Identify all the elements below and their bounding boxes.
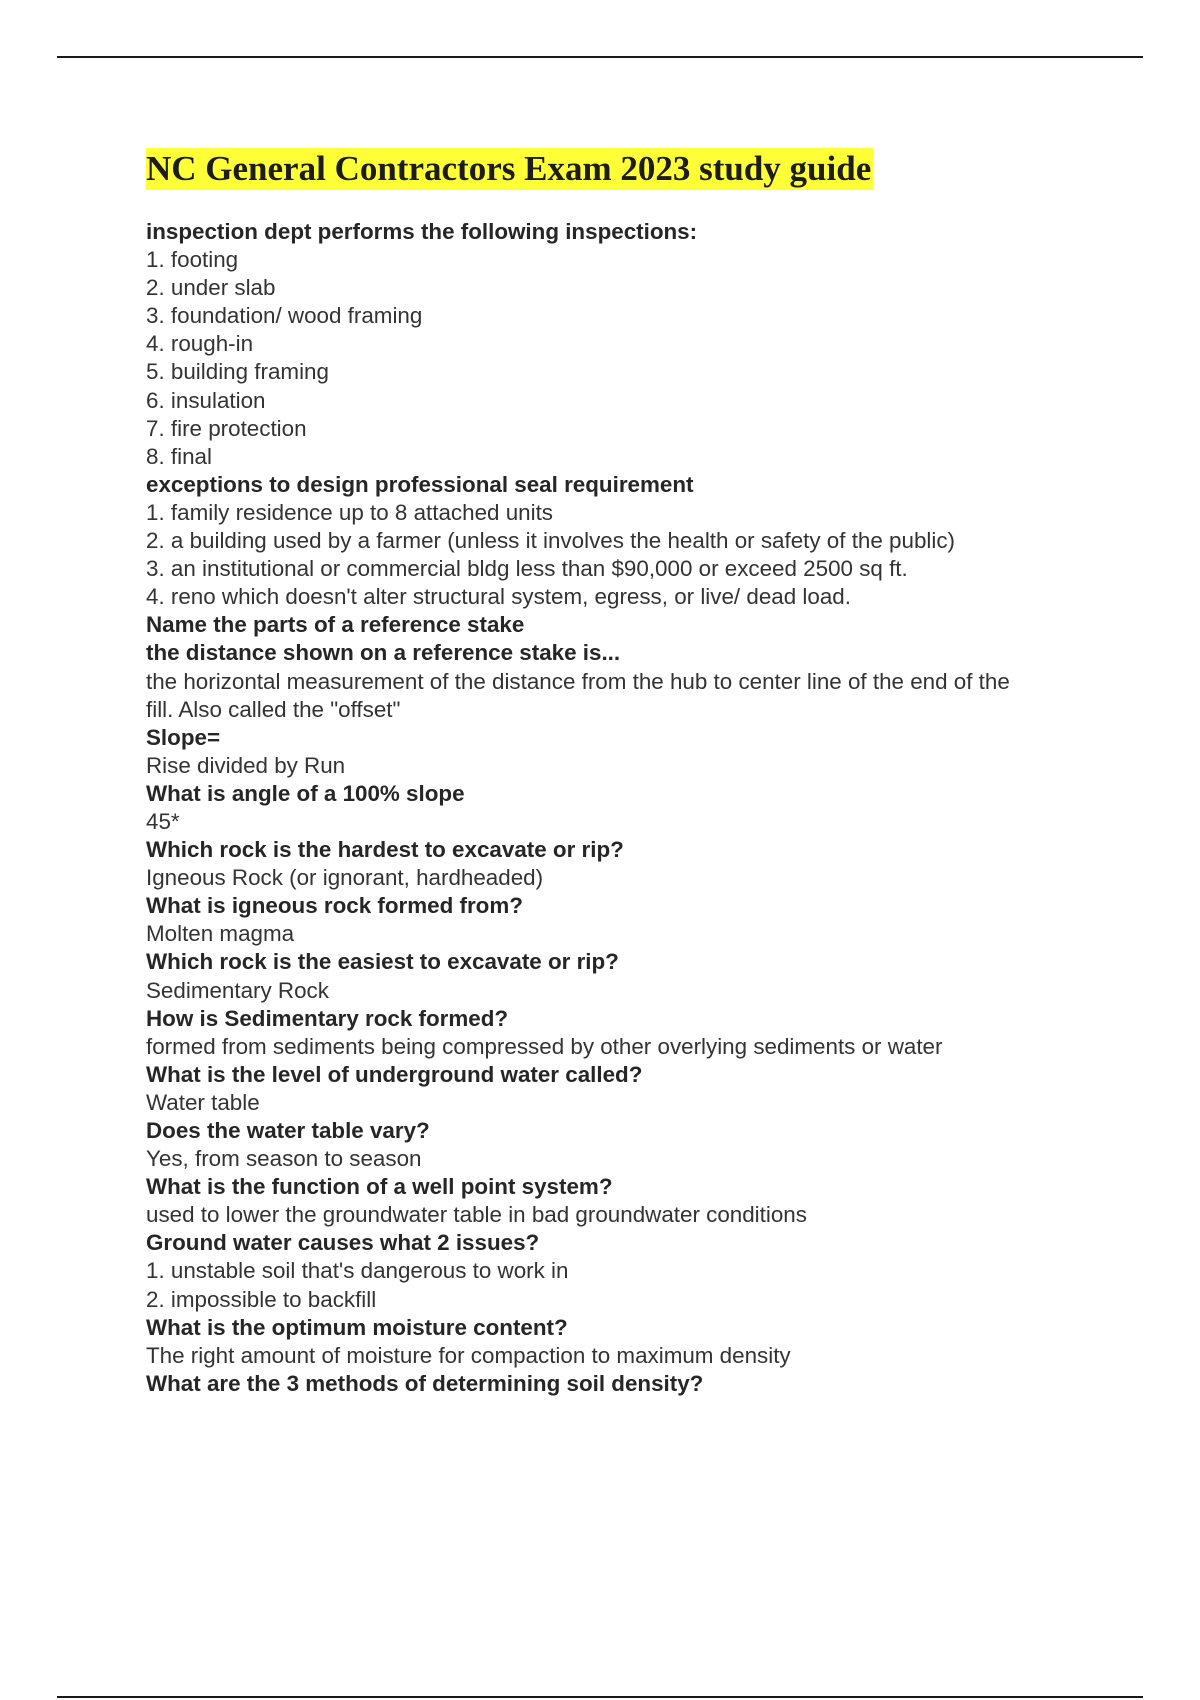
question-line: Does the water table vary? <box>146 1118 430 1143</box>
answer-line: 1. unstable soil that's dangerous to work in <box>146 1258 569 1284</box>
answer-line: 4. rough-in <box>146 331 254 357</box>
question-line: inspection dept performs the following inspections: <box>146 219 698 244</box>
answer-line: The right amount of moisture for compaction to maximum density <box>146 1342 791 1368</box>
question-line: What is the level of underground water called? <box>146 1061 643 1087</box>
question-line: How is Sedimentary rock formed? <box>146 1005 509 1031</box>
question-line: What is angle of a 100% slope <box>146 780 465 806</box>
question-line: Name the parts of a reference stake <box>146 612 525 638</box>
question-line: What is the function of a well point system? <box>146 1174 613 1200</box>
answer-line: 2. a building used by a farmer (unless it involves the health or safety of the public) <box>146 528 955 554</box>
answer-line: 2. under slab <box>146 275 276 301</box>
answer-line: 5. building framing <box>146 359 329 385</box>
answer-line: Sedimentary Rock <box>146 977 329 1003</box>
answer-line: Molten magma <box>146 921 295 947</box>
bottom-rule <box>57 1696 1143 1698</box>
study-guide-body <box>146 218 1106 1398</box>
question-line: Ground water causes what 2 issues? <box>146 1230 540 1256</box>
answer-line: Igneous Rock (or ignorant, hardheaded) <box>146 865 544 891</box>
answer-line: 8. final <box>146 443 212 469</box>
question-line: What are the 3 methods of determining soil density? <box>146 1370 704 1396</box>
answer-line: 2. impossible to backfill <box>146 1286 377 1312</box>
question-line: the distance shown on a reference stake is... <box>146 640 621 666</box>
answer-line: Water table <box>146 1089 260 1115</box>
question-line: Which rock is the hardest to excavate or rip? <box>146 837 624 863</box>
answer-line: fill. Also called the "offset" <box>146 696 401 722</box>
answer-line: 4. reno which doesn't alter structural system, egress, or live/ dead load. <box>146 584 851 610</box>
answer-line: Rise divided by Run <box>146 752 346 778</box>
answer-line: 3. an institutional or commercial bldg less than $90,000 or exceed 2500 sq ft. <box>146 556 908 582</box>
top-rule <box>57 56 1143 58</box>
document-title: NC General Contractors Exam 2023 study guide <box>146 149 872 188</box>
answer-line: 1. footing <box>146 247 239 273</box>
answer-line: formed from sediments being compressed by other overlying sediments or water <box>146 1033 943 1059</box>
question-line: Slope= <box>146 724 221 750</box>
question-line: exceptions to design professional seal requirement <box>146 471 694 497</box>
title-block <box>146 148 873 190</box>
question-line: What is the optimum moisture content? <box>146 1314 568 1340</box>
answer-line: 6. insulation <box>146 387 266 413</box>
answer-line: 1. family residence up to 8 attached units <box>146 499 554 525</box>
answer-line: 45* <box>146 808 180 834</box>
question-line: Which rock is the easiest to excavate or rip? <box>146 949 619 975</box>
question-line: What is igneous rock formed from? <box>146 893 523 919</box>
answer-line: used to lower the groundwater table in bad groundwater conditions <box>146 1202 807 1228</box>
answer-line: Yes, from season to season <box>146 1146 422 1172</box>
answer-line: the horizontal measurement of the distance from the hub to center line of the end of the <box>146 668 1010 694</box>
answer-line: 3. foundation/ wood framing <box>146 303 423 329</box>
answer-line: 7. fire protection <box>146 415 307 441</box>
